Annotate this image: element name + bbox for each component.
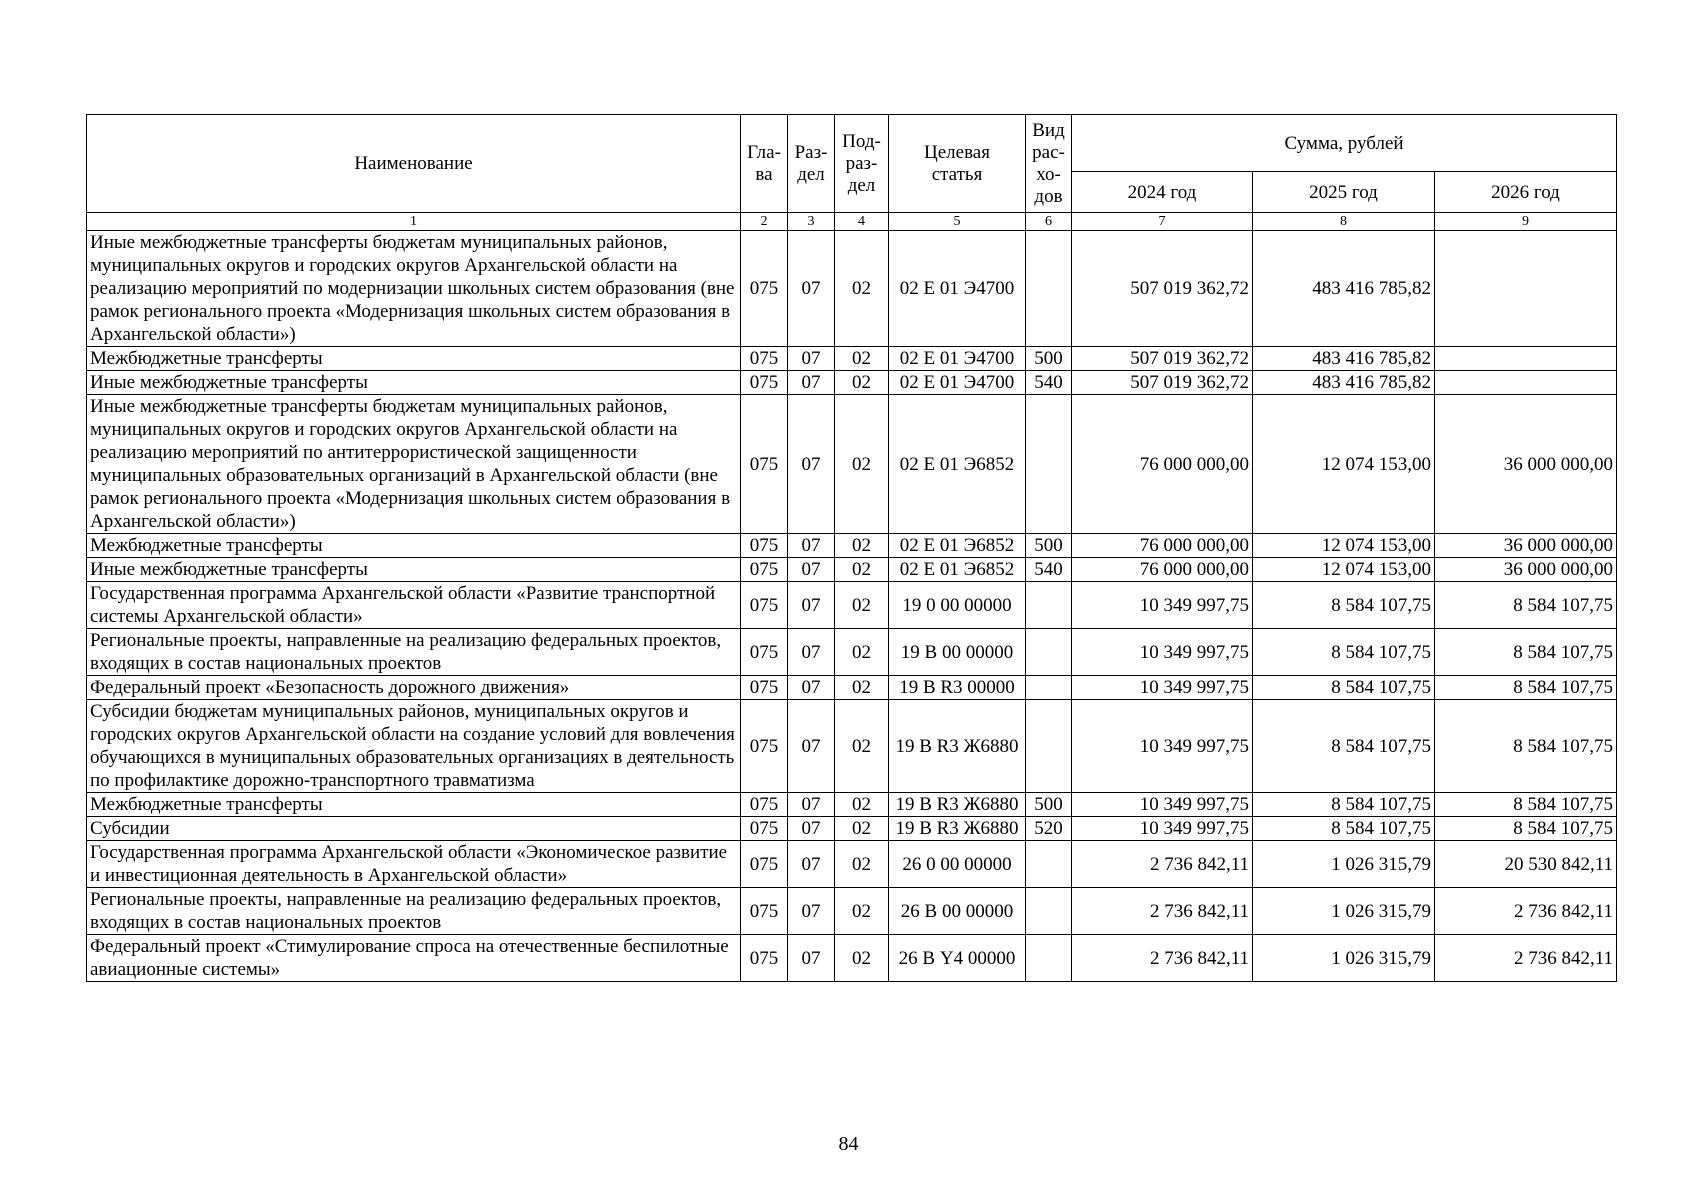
cell-podrazdel: 02 xyxy=(835,371,889,395)
header-name: Наименование xyxy=(87,115,741,213)
cell-expense-type xyxy=(1026,582,1072,629)
cell-sum-2026 xyxy=(1435,371,1617,395)
cell-sum-2025: 483 416 785,82 xyxy=(1253,231,1435,347)
cell-expense-type xyxy=(1026,395,1072,534)
cell-sum-2026: 2 736 842,11 xyxy=(1435,935,1617,982)
cell-razdel: 07 xyxy=(788,629,835,676)
col-number: 8 xyxy=(1253,213,1435,231)
cell-podrazdel: 02 xyxy=(835,841,889,888)
cell-expense-type: 520 xyxy=(1026,817,1072,841)
cell-expense-type: 540 xyxy=(1026,558,1072,582)
table-row xyxy=(87,817,1617,841)
cell-sum-2025: 483 416 785,82 xyxy=(1253,371,1435,395)
cell-sum-2025: 8 584 107,75 xyxy=(1253,793,1435,817)
cell-glava: 075 xyxy=(741,582,788,629)
cell-sum-2026: 8 584 107,75 xyxy=(1435,676,1617,700)
cell-razdel: 07 xyxy=(788,582,835,629)
cell-podrazdel: 02 xyxy=(835,534,889,558)
cell-expense-type: 540 xyxy=(1026,371,1072,395)
header-year-2024: 2024 год xyxy=(1072,172,1253,213)
cell-target-article: 02 Е 01 Э4700 xyxy=(889,371,1026,395)
table-row xyxy=(87,935,1617,982)
header-glava xyxy=(741,115,788,213)
header-glava-text: Гла- ва xyxy=(747,141,781,185)
cell-podrazdel: 02 xyxy=(835,558,889,582)
cell-sum-2025: 8 584 107,75 xyxy=(1253,582,1435,629)
cell-glava: 075 xyxy=(741,231,788,347)
col-number: 3 xyxy=(788,213,835,231)
cell-expense-type xyxy=(1026,841,1072,888)
cell-razdel: 07 xyxy=(788,347,835,371)
cell-sum-2024: 507 019 362,72 xyxy=(1072,347,1253,371)
table-row xyxy=(87,676,1617,700)
table-row xyxy=(87,395,1617,534)
cell-name: Государственная программа Архангельской области «Экономическое развитие и инвестиционная деятельность в Архангельской области» xyxy=(87,841,741,888)
cell-sum-2024: 76 000 000,00 xyxy=(1072,534,1253,558)
header-vid-text: Вид рас- хо- дов xyxy=(1032,119,1065,207)
cell-name: Иные межбюджетные трансферты xyxy=(87,371,741,395)
cell-target-article: 19 В R3 Ж6880 xyxy=(889,817,1026,841)
cell-name: Федеральный проект «Безопасность дорожного движения» xyxy=(87,676,741,700)
cell-sum-2026: 8 584 107,75 xyxy=(1435,629,1617,676)
cell-glava: 075 xyxy=(741,534,788,558)
cell-glava: 075 xyxy=(741,558,788,582)
cell-target-article: 19 В R3 Ж6880 xyxy=(889,700,1026,793)
cell-glava: 075 xyxy=(741,371,788,395)
header-target-text: Целевая статья xyxy=(924,141,990,185)
cell-glava: 075 xyxy=(741,841,788,888)
table-row xyxy=(87,700,1617,793)
cell-sum-2025: 12 074 153,00 xyxy=(1253,395,1435,534)
cell-sum-2025: 12 074 153,00 xyxy=(1253,558,1435,582)
cell-sum-2025: 8 584 107,75 xyxy=(1253,817,1435,841)
table-row xyxy=(87,629,1617,676)
cell-name: Субсидии xyxy=(87,817,741,841)
table-row xyxy=(87,231,1617,347)
cell-razdel: 07 xyxy=(788,395,835,534)
cell-sum-2024: 76 000 000,00 xyxy=(1072,558,1253,582)
cell-sum-2024: 507 019 362,72 xyxy=(1072,231,1253,347)
cell-expense-type xyxy=(1026,700,1072,793)
cell-target-article: 19 В R3 Ж6880 xyxy=(889,793,1026,817)
cell-sum-2024: 2 736 842,11 xyxy=(1072,841,1253,888)
cell-podrazdel: 02 xyxy=(835,676,889,700)
col-number: 7 xyxy=(1072,213,1253,231)
header-vid xyxy=(1026,115,1072,213)
cell-name: Межбюджетные трансферты xyxy=(87,347,741,371)
cell-name: Иные межбюджетные трансферты бюджетам муниципальных районов, муниципальных округов и городских округов Архангельской области на реализацию мероприятий по модернизации школьных систем образования (вне рамок регионального проекта «Модернизация школьных систем образования в Архангельской области») xyxy=(87,231,741,347)
col-number: 9 xyxy=(1435,213,1617,231)
cell-glava: 075 xyxy=(741,395,788,534)
col-number: 1 xyxy=(87,213,741,231)
cell-razdel: 07 xyxy=(788,793,835,817)
cell-podrazdel: 02 xyxy=(835,793,889,817)
cell-target-article: 02 Е 01 Э6852 xyxy=(889,395,1026,534)
cell-name: Межбюджетные трансферты xyxy=(87,793,741,817)
cell-target-article: 02 Е 01 Э4700 xyxy=(889,347,1026,371)
header-razdel-text: Раз- дел xyxy=(794,141,828,185)
cell-sum-2024: 10 349 997,75 xyxy=(1072,629,1253,676)
table-row xyxy=(87,558,1617,582)
cell-razdel: 07 xyxy=(788,935,835,982)
table-row xyxy=(87,793,1617,817)
cell-glava: 075 xyxy=(741,700,788,793)
cell-expense-type xyxy=(1026,629,1072,676)
cell-podrazdel: 02 xyxy=(835,347,889,371)
cell-razdel: 07 xyxy=(788,841,835,888)
cell-glava: 075 xyxy=(741,935,788,982)
cell-target-article: 26 В Y4 00000 xyxy=(889,935,1026,982)
cell-expense-type: 500 xyxy=(1026,534,1072,558)
cell-target-article: 26 В 00 00000 xyxy=(889,888,1026,935)
cell-name: Региональные проекты, направленные на реализацию федеральных проектов, входящих в состав национальных проектов xyxy=(87,888,741,935)
table-row xyxy=(87,347,1617,371)
cell-sum-2025: 483 416 785,82 xyxy=(1253,347,1435,371)
cell-sum-2024: 10 349 997,75 xyxy=(1072,582,1253,629)
cell-glava: 075 xyxy=(741,888,788,935)
table-row xyxy=(87,371,1617,395)
cell-podrazdel: 02 xyxy=(835,231,889,347)
cell-name: Субсидии бюджетам муниципальных районов, муниципальных округов и городских округов Архангельской области на создание условий для вовлечения обучающихся в муниципальных образовательных организациях в деятельность по профилактике дорожно-транспортного травматизма xyxy=(87,700,741,793)
header-podrazdel-text: Под- раз- дел xyxy=(842,130,881,196)
cell-expense-type xyxy=(1026,888,1072,935)
cell-sum-2024: 10 349 997,75 xyxy=(1072,817,1253,841)
cell-sum-2025: 8 584 107,75 xyxy=(1253,676,1435,700)
col-number: 5 xyxy=(889,213,1026,231)
cell-sum-2025: 12 074 153,00 xyxy=(1253,534,1435,558)
cell-target-article: 02 Е 01 Э6852 xyxy=(889,558,1026,582)
cell-sum-2026: 36 000 000,00 xyxy=(1435,534,1617,558)
cell-target-article: 19 0 00 00000 xyxy=(889,582,1026,629)
cell-razdel: 07 xyxy=(788,817,835,841)
cell-sum-2024: 10 349 997,75 xyxy=(1072,700,1253,793)
page-number: 84 xyxy=(838,1133,859,1155)
cell-razdel: 07 xyxy=(788,231,835,347)
cell-razdel: 07 xyxy=(788,676,835,700)
cell-target-article: 02 Е 01 Э4700 xyxy=(889,231,1026,347)
budget-table xyxy=(86,114,1617,982)
cell-expense-type xyxy=(1026,935,1072,982)
cell-name: Государственная программа Архангельской области «Развитие транспортной системы Архангельской области» xyxy=(87,582,741,629)
cell-podrazdel: 02 xyxy=(835,817,889,841)
cell-podrazdel: 02 xyxy=(835,700,889,793)
header-podrazdel xyxy=(835,115,889,213)
cell-podrazdel: 02 xyxy=(835,395,889,534)
col-number: 2 xyxy=(741,213,788,231)
cell-podrazdel: 02 xyxy=(835,935,889,982)
table-row xyxy=(87,841,1617,888)
cell-razdel: 07 xyxy=(788,558,835,582)
cell-target-article: 02 Е 01 Э6852 xyxy=(889,534,1026,558)
cell-name: Региональные проекты, направленные на реализацию федеральных проектов, входящих в состав национальных проектов xyxy=(87,629,741,676)
header-sum: Сумма, рублей xyxy=(1072,115,1617,172)
cell-razdel: 07 xyxy=(788,700,835,793)
cell-sum-2024: 507 019 362,72 xyxy=(1072,371,1253,395)
cell-expense-type: 500 xyxy=(1026,347,1072,371)
cell-sum-2026 xyxy=(1435,231,1617,347)
cell-name: Иные межбюджетные трансферты xyxy=(87,558,741,582)
cell-name: Межбюджетные трансферты xyxy=(87,534,741,558)
cell-target-article: 19 В R3 00000 xyxy=(889,676,1026,700)
cell-sum-2026: 8 584 107,75 xyxy=(1435,793,1617,817)
cell-podrazdel: 02 xyxy=(835,582,889,629)
cell-target-article: 19 В 00 00000 xyxy=(889,629,1026,676)
cell-sum-2026 xyxy=(1435,347,1617,371)
cell-sum-2026: 2 736 842,11 xyxy=(1435,888,1617,935)
cell-sum-2026: 36 000 000,00 xyxy=(1435,395,1617,534)
cell-name: Федеральный проект «Стимулирование спроса на отечественные беспилотные авиационные системы» xyxy=(87,935,741,982)
cell-expense-type xyxy=(1026,231,1072,347)
cell-podrazdel: 02 xyxy=(835,888,889,935)
col-number: 6 xyxy=(1026,213,1072,231)
cell-target-article: 26 0 00 00000 xyxy=(889,841,1026,888)
cell-name: Иные межбюджетные трансферты бюджетам муниципальных районов, муниципальных округов и городских округов Архангельской области на реализацию мероприятий по антитеррористической защищенности муниципальных образовательных организаций в Архангельской области (вне рамок регионального проекта «Модернизация школьных систем образования в Архангельской области») xyxy=(87,395,741,534)
col-number: 4 xyxy=(835,213,889,231)
header-target xyxy=(889,115,1026,213)
header-year-2025: 2025 год xyxy=(1253,172,1435,213)
cell-expense-type: 500 xyxy=(1026,793,1072,817)
header-year-2026: 2026 год xyxy=(1435,172,1617,213)
header-razdel xyxy=(788,115,835,213)
cell-glava: 075 xyxy=(741,793,788,817)
cell-glava: 075 xyxy=(741,629,788,676)
cell-expense-type xyxy=(1026,676,1072,700)
cell-sum-2024: 10 349 997,75 xyxy=(1072,793,1253,817)
cell-sum-2025: 1 026 315,79 xyxy=(1253,935,1435,982)
column-number-row xyxy=(87,213,1617,231)
cell-sum-2025: 1 026 315,79 xyxy=(1253,888,1435,935)
cell-sum-2026: 8 584 107,75 xyxy=(1435,582,1617,629)
cell-glava: 075 xyxy=(741,347,788,371)
cell-sum-2026: 8 584 107,75 xyxy=(1435,700,1617,793)
cell-sum-2024: 2 736 842,11 xyxy=(1072,935,1253,982)
cell-razdel: 07 xyxy=(788,888,835,935)
table-row xyxy=(87,888,1617,935)
cell-razdel: 07 xyxy=(788,371,835,395)
cell-razdel: 07 xyxy=(788,534,835,558)
cell-sum-2024: 2 736 842,11 xyxy=(1072,888,1253,935)
table-body xyxy=(87,231,1617,982)
table-row xyxy=(87,534,1617,558)
cell-sum-2026: 36 000 000,00 xyxy=(1435,558,1617,582)
cell-sum-2025: 8 584 107,75 xyxy=(1253,629,1435,676)
cell-sum-2025: 1 026 315,79 xyxy=(1253,841,1435,888)
cell-glava: 075 xyxy=(741,817,788,841)
cell-sum-2025: 8 584 107,75 xyxy=(1253,700,1435,793)
cell-glava: 075 xyxy=(741,676,788,700)
table-row xyxy=(87,582,1617,629)
cell-sum-2026: 8 584 107,75 xyxy=(1435,817,1617,841)
cell-sum-2024: 76 000 000,00 xyxy=(1072,395,1253,534)
cell-sum-2024: 10 349 997,75 xyxy=(1072,676,1253,700)
cell-podrazdel: 02 xyxy=(835,629,889,676)
cell-sum-2026: 20 530 842,11 xyxy=(1435,841,1617,888)
